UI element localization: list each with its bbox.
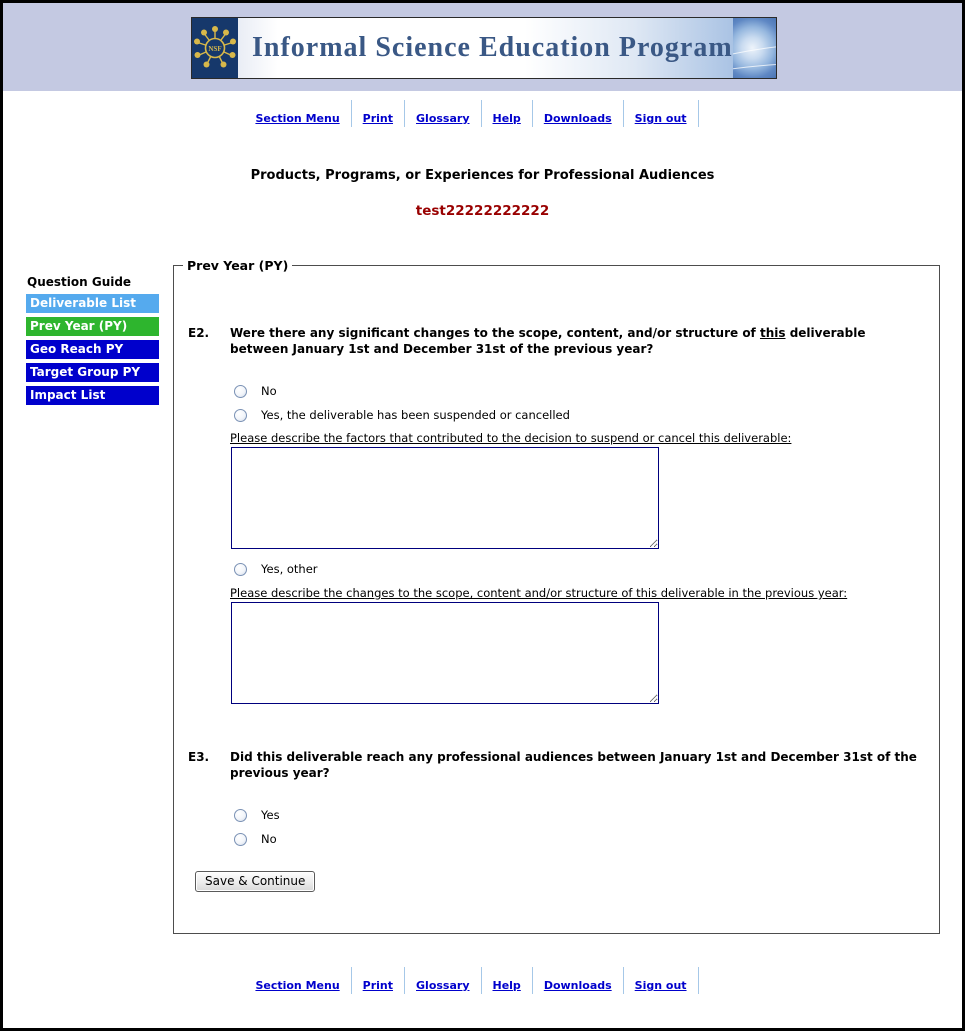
nav-help[interactable]: Help xyxy=(492,112,521,125)
question-e2-text: Were there any significant changes to the scope, content, and/or structure of this deliverable between January 1st and December 31st of the previous year? xyxy=(230,326,866,356)
suspend-reason-textarea[interactable] xyxy=(231,447,659,549)
fieldset-legend: Prev Year (PY) xyxy=(187,258,289,273)
radio-e3-no[interactable] xyxy=(234,833,247,846)
sidebar-item-prev-year[interactable]: Prev Year (PY) xyxy=(26,317,159,336)
question-guide-sidebar xyxy=(26,275,161,409)
banner-title: Informal Science Education Program xyxy=(252,32,733,63)
sidebar-item-impact-list[interactable]: Impact List xyxy=(26,386,159,405)
globe-graphic xyxy=(733,18,776,78)
top-nav xyxy=(3,100,962,127)
nav-downloads[interactable]: Downloads xyxy=(543,979,612,992)
nsf-logo-icon xyxy=(192,18,238,78)
nav-section-menu[interactable]: Section Menu xyxy=(255,979,340,992)
top-banner-band xyxy=(3,3,962,91)
nav-help[interactable]: Help xyxy=(492,979,521,992)
radio-e2-yes-other-label: Yes, other xyxy=(261,562,318,576)
nav-sign-out[interactable]: Sign out xyxy=(634,112,687,125)
nav-separator xyxy=(698,100,699,127)
question-e3-text: Did this deliverable reach any professional audiences between January 1st and December 31st of the previous year? xyxy=(230,750,917,780)
radio-e2-yes-suspended-label: Yes, the deliverable has been suspended or cancelled xyxy=(261,408,570,422)
nav-separator xyxy=(351,100,352,127)
nav-section-menu[interactable]: Section Menu xyxy=(255,112,340,125)
question-e3 xyxy=(188,749,923,781)
e2-option-yes-suspended xyxy=(234,403,939,427)
sidebar-item-target-group[interactable]: Target Group PY xyxy=(26,363,159,382)
changes-description-textarea[interactable] xyxy=(231,602,659,704)
nav-separator xyxy=(351,967,352,994)
radio-e2-yes-suspended[interactable] xyxy=(234,409,247,422)
nav-separator xyxy=(481,967,482,994)
e2-option-no xyxy=(234,379,939,403)
prev-year-fieldset xyxy=(173,258,940,934)
svg-text:NSF: NSF xyxy=(208,45,222,53)
save-continue-button[interactable]: Save & Continue xyxy=(195,871,315,892)
program-banner xyxy=(191,17,777,79)
nav-glossary[interactable]: Glossary xyxy=(416,112,470,125)
question-e2 xyxy=(188,325,923,357)
bottom-nav xyxy=(3,967,962,994)
question-e3-number: E3. xyxy=(188,750,210,764)
radio-e3-yes[interactable] xyxy=(234,809,247,822)
banner-title-area xyxy=(238,18,733,78)
e3-option-yes xyxy=(234,803,939,827)
e2-option-yes-other xyxy=(234,557,939,581)
radio-e3-no-label: No xyxy=(261,832,277,846)
page-title: Products, Programs, or Experiences for Professional Audiences xyxy=(250,168,715,183)
deliverable-name: test22222222222 xyxy=(415,203,550,219)
radio-e2-yes-other[interactable] xyxy=(234,563,247,576)
radio-e3-yes-label: Yes xyxy=(261,808,280,822)
suspend-reason-label: Please describe the factors that contributed to the decision to suspend or cancel this deliverable: xyxy=(230,431,792,445)
radio-e2-no[interactable] xyxy=(234,385,247,398)
nav-separator xyxy=(623,100,624,127)
nav-separator xyxy=(698,967,699,994)
nav-downloads[interactable]: Downloads xyxy=(543,112,612,125)
changes-description-label: Please describe the changes to the scope, content and/or structure of this deliverable in the previous year: xyxy=(230,586,848,600)
nav-separator xyxy=(532,967,533,994)
e3-option-no xyxy=(234,827,939,851)
nav-separator xyxy=(623,967,624,994)
question-e2-number: E2. xyxy=(188,326,210,340)
nav-print[interactable]: Print xyxy=(362,979,394,992)
nav-print[interactable]: Print xyxy=(362,112,394,125)
nav-separator xyxy=(404,100,405,127)
sidebar-item-deliverable-list[interactable]: Deliverable List xyxy=(26,294,159,313)
nav-separator xyxy=(404,967,405,994)
nav-sign-out[interactable]: Sign out xyxy=(634,979,687,992)
nav-separator xyxy=(481,100,482,127)
nav-separator xyxy=(532,100,533,127)
radio-e2-no-label: No xyxy=(261,384,277,398)
sidebar-heading: Question Guide xyxy=(27,275,132,289)
sidebar-item-geo-reach[interactable]: Geo Reach PY xyxy=(26,340,159,359)
nav-glossary[interactable]: Glossary xyxy=(416,979,470,992)
